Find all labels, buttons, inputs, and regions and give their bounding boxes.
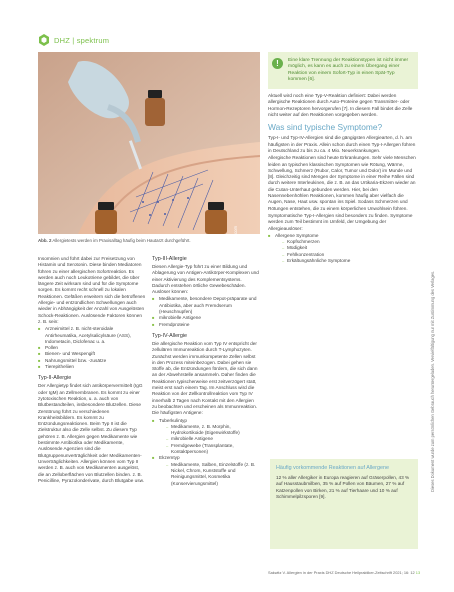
logo-text: DHZ | spektrum bbox=[54, 35, 110, 45]
footer-citation: Sakwitz V. Allergien in der Praxis DHZ Deutsche Heilpraktiker-Zeitschrift 2021; 16: 12 bbox=[268, 570, 415, 575]
header-logo bbox=[38, 34, 109, 46]
list-item: – Fehlkonzentration bbox=[282, 252, 418, 258]
list-item: – Müdigkeit bbox=[282, 245, 418, 251]
col3-para4: Symptomatische Typ-I-Allergien sind besonders zu finden. Symptome werden zum Teil bestimmt im Umfeld, der Umgebung der Allergieauslöser: bbox=[268, 212, 413, 231]
heading-typ3: Typ-III-Allergie bbox=[152, 256, 187, 262]
svg-text:© bighanif / stock.adobe.com: © bighanif / stock.adobe.com bbox=[233, 225, 238, 280]
info-box bbox=[270, 459, 418, 549]
info-box-text: 12 % aller Allergiker in Europa reagieren auf Gräserpollen, 43 % auf Hausstaubmilben, 35 % auf Pollen von Bäumen, 27 % auf Katzenpollen von Birken, 21 % auf Tierhaare und 10 % auf Schimmelpilzsporen [9]. bbox=[276, 475, 410, 499]
col3-para3: Allergische Reaktionen sind heute Erkrankungen. Sehr viele Menschen leiden an typischen klassischen Symptomen wie Rötung, Wärme, Schwellung, Schmerz (Rubor, Calor, Tumor und Dolor) im Munde und [8]. Gleichzeitig sind Mengen der Symptome in einer Reihe Fällen sind durch weitere Interleukinen, die z. B. an das Urtikaria-Ekzem wieder an die Cutan-Unterhaut gebunden werden. Hier, bei den Nasennebenhöhlen Reaktionen, kommen häufig aber vielfach die Augen, Nase, Haut usw. spontan ins Spiel. Sodass Schmerzen und Rötungen entstehen, die zu einem körperlichen Unwohlsein führen. bbox=[268, 155, 416, 211]
callout-box bbox=[268, 52, 418, 89]
heading-typ2: Typ-II-Allergie bbox=[38, 375, 72, 382]
symptom-main-label: Allergene Symptome bbox=[275, 232, 319, 238]
col3-para1: Aktuell wird noch eine Typ-V-Reaktion definiert: Dabei werden allergische Reaktionen durch Auto-Proteine gegen Transmitter- oder Hormon-Rezeptoren hervorgerufen [7]. In diesem Fall bindet die Zelle nicht weiter auf den Reaktionen vorgegeben werden. bbox=[268, 93, 413, 118]
callout-text: Eine klare Trennung der Reaktionstypen ist nicht immer möglich, es kann es auch zu einem Übergang einer Reaktion von einem Sofort-Typ in einen Spät-Typ kommen [6]. bbox=[288, 58, 409, 82]
list-item: – Erkältungsähnliche Symptome bbox=[282, 258, 418, 264]
list-item: ■ Bienen- und Wespengift bbox=[38, 351, 146, 357]
col2-typ3-list bbox=[152, 296, 260, 327]
logo-mark-icon bbox=[38, 34, 50, 46]
text-column-1 bbox=[38, 256, 146, 485]
col2-typ4-list bbox=[152, 418, 260, 487]
tuberkulintyp-sublist bbox=[159, 424, 260, 455]
list-item: ■ Arzneimittel z. B. nicht-steroidale Antirheumatika, Acetylsalicylsäure (ASS), Indometacin, Diclofenac u. a. bbox=[38, 326, 146, 345]
list-item: – Kopfschmerzen bbox=[282, 239, 418, 245]
list-item bbox=[268, 233, 418, 264]
list-item: ■ Fremdproteine bbox=[152, 322, 260, 328]
list-item: ■ Nahrungsmittel bzw. -zusätze bbox=[38, 358, 146, 364]
info-box-title: Häufig vorkommende Reaktionen auf Allergene bbox=[276, 465, 389, 471]
side-note bbox=[428, 114, 436, 494]
figure-caption-text: Allergietests werden im Praxisalltag häufig beim Hautarzt durchgeführt. bbox=[52, 238, 191, 243]
exclamation-icon: ! bbox=[272, 58, 283, 69]
col1-typ2-text: Der Allergietyp findet sich antikörpervermittelt (IgG oder IgM) an Zellmembranen. Es kommt zu einer zytotoxischen Reaktion, u. a. auch von Blutbestandteilen, insbesondere Blutzellen. Diese Zerstörung führt zu verschiedenen Krankheitsbildern. Es kommt zu Entzündungsreaktionen. Beim Typ II ist die Zielstruktur also die Zelle selbst. Zu diesem Typ gehören z. B. Allergien gegen Medikamente wie bestimmte Antibiotika oder Medikamente, Auslösende Agenzien sind die Blutgruppenunverträglichkeit oder Medikamenten-Unverträglichkeiten. Allergien können vom Typ II werden z. B. auch von Medikamenten ausgelöst, die an Zelloberflächen von Blutzellen binden. z. B. Penicilline, Pyrazolonderivate, durch Blutgabe usw. bbox=[38, 383, 145, 483]
ekzemtyp-label: Ekzemtyp bbox=[159, 455, 180, 461]
list-item: ■ Pollen bbox=[38, 345, 146, 351]
col3-symptom-list bbox=[268, 233, 418, 264]
text-column-2 bbox=[152, 256, 260, 488]
figure-caption bbox=[38, 238, 260, 243]
photo-credit bbox=[231, 208, 239, 280]
list-item: ■ Medikamente, besondere Depot-präparate und Antibiotika, aber auch Fremdserum (Heuschnupfen) bbox=[152, 296, 260, 315]
page-footer bbox=[268, 570, 421, 575]
page-number: 13 bbox=[415, 570, 421, 575]
list-item bbox=[152, 455, 260, 486]
ekzemtyp-sublist bbox=[159, 462, 260, 487]
tuberkulintyp-label: Tuberkulintyp bbox=[159, 417, 187, 423]
list-item: – mikrobielle Antigene bbox=[166, 436, 260, 442]
list-item: – Medikamente, Salben, Einzelstoffe (z. B. Nickel, Chrom, Kunststoffe und Reinigungsmittel, Kosmetika (Konservierungsmittel) bbox=[166, 462, 260, 487]
text-column-3 bbox=[268, 52, 418, 265]
heading-typ4: Typ-IV-Allergie bbox=[152, 332, 188, 339]
col3-para2: Typ-I- und Typ-IV-Allergien sind die gängigsten Allergiearten, d. h. am häufigsten in der Praxis. Allein schon durch einen Typ-I-Allergen führen in Deutschland zu bis zu ca. 4 Mio. Neuerkrankungen. bbox=[268, 135, 416, 153]
list-item: – Fremdgewebe (Transplantate, Kontaktpersonen) bbox=[166, 443, 260, 456]
list-item bbox=[152, 418, 260, 456]
list-item: – Medikamente, z. B. Morphin, Hydrokortikoide (Eigenwirkstoffe) bbox=[166, 424, 260, 437]
symptom-sublist bbox=[275, 239, 418, 264]
heading-symptome: Was sind typische Symptome? bbox=[268, 122, 383, 133]
list-item: ■ Tierepitheliien bbox=[38, 364, 146, 370]
figure-caption-label: Abb. 2 bbox=[38, 238, 52, 243]
col2-typ3-text: Diesen Allergie-Typ führt zu einer Bildung und Ablagerung von Antigen-Antikörper-Komplexen und einer Aktivierung des Komplementsystems. Dadurch entstehen örtliche Gewebeschäden. Auslöser können: bbox=[152, 264, 259, 295]
col2-typ4-text: Die allergische Reaktion vom Typ IV entspricht der zellulären Immunreaktion durch T-Lymphozyten. Zunächst werden immunkompetente Zellen selbst in den Prozess miteinbezogen. Dabei gehen sie Stoffe ab, die Entzündungen fördern, die sich dann an der Abwehrstelle ansammeln. Daher finden die Reaktionen typischerweise erst zeitverzögert statt, meist erst nach einem Tag. Im Anschluss wird die Reaktion von der Zellkontrollreaktion vom Typ IV innerhalb 2 Tagen nach Kontakt mit den Allergien zu beobachten und erscheinen als Immunreaktion. Die häufigsten Antigene: bbox=[152, 340, 258, 416]
col1-intro: Insomnien und führt dabei zur Freisetzung von Histamin und Serotonin. Diese binden Mediatoren führen zu einer allergischen Sofortreaktion. Es werden auch noch Leukotriene gebildet, die über längere Zeit wirksam sind und für die Symptome sorgen. Es kommt recht schnell zu lokalen Reaktionen. Gefäßen erweitern sich die betroffenen Allergie- und entzündlichen Schwellungen auch wieder in Abhängigkeit der Anzahl von Ausgelösten Schock-Reaktionen. Auslösende Faktoren können z. B. sein: bbox=[38, 256, 146, 324]
svg-text:Dieses Dokument wurde zum pers: Dieses Dokument wurde zum persönlichen Gebrauch heruntergeladen. Vervielfältigung nur mit Zustimmung des Verlages. bbox=[430, 270, 435, 492]
list-item: ■ mikrobielle Antigene bbox=[152, 315, 260, 321]
col1-trigger-list bbox=[38, 326, 146, 370]
